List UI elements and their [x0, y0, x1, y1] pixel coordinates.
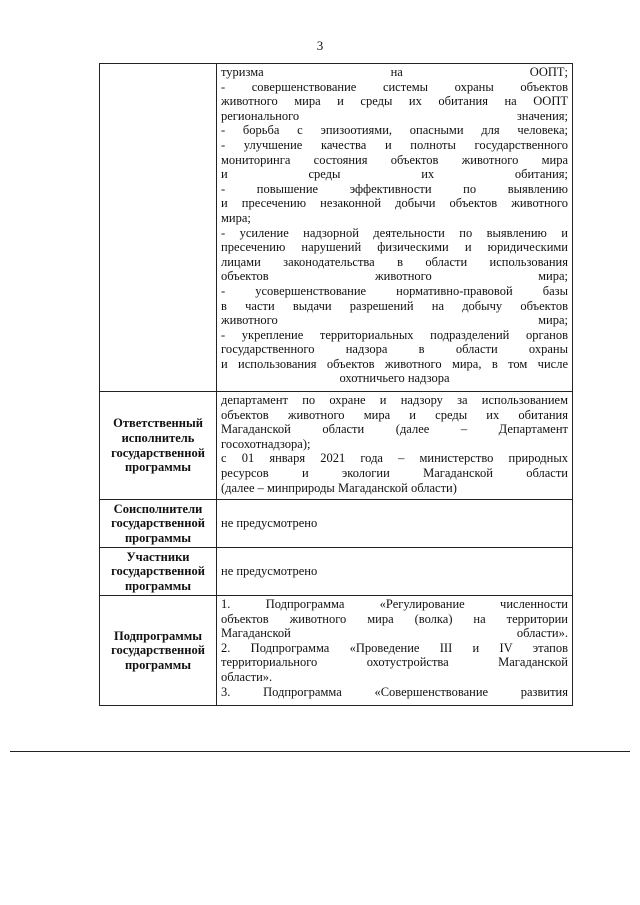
text-line: - укрепление территориальных подразделений органов	[221, 327, 568, 342]
text-line: - борьба с эпизоотиями, опасными для человека;	[221, 123, 568, 138]
row-label: Соисполнители государственной программы	[111, 501, 205, 545]
label-cell	[100, 64, 217, 392]
text-line: и использования объектов животного мира, в том числе	[221, 356, 568, 371]
content-cell	[217, 392, 573, 500]
label-cell	[100, 548, 217, 596]
text-line: - усовершенствование нормативно-правовой базы	[221, 283, 568, 298]
label-cell	[100, 392, 217, 500]
program-passport-table	[99, 63, 573, 706]
text-line: - усиление надзорной деятельности по выявлению и	[221, 225, 568, 240]
text-line: животного мира;	[221, 313, 568, 328]
row-responsible-executor	[100, 392, 573, 500]
content-cell	[217, 548, 573, 596]
text-line: государственного надзора в области охраны	[221, 342, 568, 357]
label-cell	[100, 596, 217, 706]
table-body	[100, 64, 573, 706]
text-line: и пресечению незаконной добычи объектов животного	[221, 196, 568, 211]
text-line: Магаданской области».	[221, 626, 568, 641]
text-line: не предусмотрено	[221, 563, 318, 578]
text-line: в части выдачи разрешений на добычу объектов	[221, 298, 568, 313]
text-line: ресурсов и экологии Магаданской области	[221, 465, 568, 480]
content-cell	[217, 500, 573, 548]
text-line: 1. Подпрограмма «Регулирование численности	[221, 597, 568, 611]
text-line: территориального охотустройства Магаданской	[221, 655, 568, 670]
text-line: (далее – минприроды Магаданской области)	[221, 480, 457, 495]
text-line: - совершенствование системы охраны объектов	[221, 79, 568, 94]
text-line: объектов животного мира и среды их обитания	[221, 407, 568, 422]
text-line: - улучшение качества и полноты государственного	[221, 137, 568, 152]
text-line: 3. Подпрограмма «Совершенствование развития	[221, 684, 568, 699]
page-number: 3	[316, 38, 324, 53]
text-line: департамент по охране и надзору за использованием	[221, 393, 568, 407]
row-co-executors	[100, 500, 573, 548]
row-participants	[100, 548, 573, 596]
row-label: Ответственный исполнитель государственной программы	[111, 416, 205, 475]
row-label: Подпрограммы государственной программы	[111, 628, 205, 672]
text-line: Магаданской области (далее – Департамент	[221, 422, 568, 437]
text-line: не предусмотрено	[221, 515, 318, 530]
text-line: туризма на ООПТ;	[221, 65, 568, 79]
row-label: Участники государственной программы	[111, 549, 205, 593]
text-line: области».	[221, 669, 273, 684]
text-line: госохотнадзора);	[221, 436, 311, 451]
page-bottom-rule	[10, 751, 630, 752]
label-cell	[100, 500, 217, 548]
text-line: мира;	[221, 210, 251, 225]
text-line: охотничьего надзора	[339, 371, 450, 386]
text-line: объектов животного мира (волка) на территории	[221, 611, 568, 626]
text-line: 2. Подпрограмма «Проведение III и IV этапов	[221, 640, 568, 655]
content-cell	[217, 64, 573, 392]
text-line: с 01 января 2021 года – министерство природных	[221, 451, 568, 466]
text-line: и среды их обитания;	[221, 167, 568, 182]
row-subprograms	[100, 596, 573, 706]
content-cell	[217, 596, 573, 706]
text-line: пресечению нарушений физическими и юридическими	[221, 240, 568, 255]
text-line: регионального значения;	[221, 108, 568, 123]
text-line: лицами законодательства в области использования	[221, 254, 568, 269]
text-line: объектов животного мира;	[221, 269, 568, 284]
text-line: животного мира и среды их обитания на ООПТ	[221, 94, 568, 109]
row-objectives-continued	[100, 64, 573, 392]
text-line: мониторинга состояния объектов животного мира	[221, 152, 568, 167]
text-line: - повышение эффективности по выявлению	[221, 181, 568, 196]
